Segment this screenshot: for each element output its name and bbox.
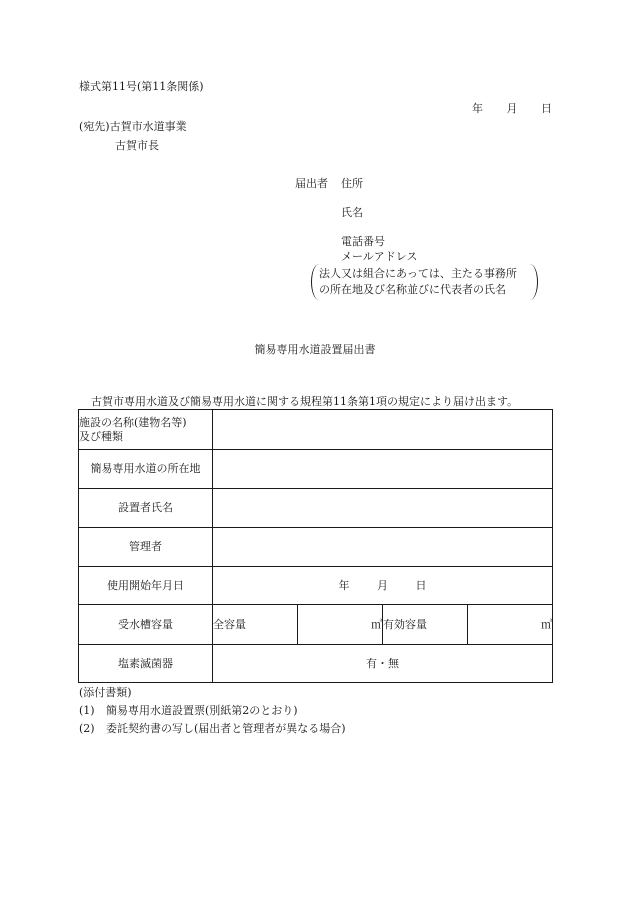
addressee-line2: 古賀市長	[115, 139, 159, 152]
chlorinator-field[interactable]: 有・無	[213, 645, 553, 683]
effective-capacity-unit: ㎥	[541, 617, 552, 631]
total-capacity-label: 全容量	[213, 605, 298, 645]
form-number: 様式第11号(第11条関係)	[79, 80, 204, 93]
corporate-note-bracket	[311, 264, 538, 300]
table-row-facility-name	[79, 410, 553, 450]
corporate-note-line1: 法人又は組合にあっては、主たる事務所	[319, 267, 517, 280]
table-row-manager	[79, 528, 553, 567]
corporate-note-line2: の所在地及び名称並びに代表者の氏名	[319, 283, 506, 296]
table-row-chlorinator	[79, 645, 553, 683]
effective-capacity-field[interactable]	[468, 605, 553, 645]
start-date-month: 月	[377, 578, 388, 592]
attachment-2-text: 委託契約書の写し(届出者と管理者が異なる場合)	[106, 722, 346, 735]
start-date-field[interactable]	[213, 567, 553, 605]
facility-name-field[interactable]	[213, 410, 553, 450]
table-row-tank-capacity	[79, 605, 553, 645]
tank-capacity-label: 受水槽容量	[79, 605, 213, 645]
attachment-1-num: (1)	[79, 704, 95, 717]
location-label: 簡易専用水道の所在地	[79, 450, 213, 489]
start-date-day: 日	[415, 578, 427, 592]
table-row-installer	[79, 489, 553, 528]
date-day: 日	[541, 102, 552, 115]
attachment-2-num: (2)	[79, 722, 95, 735]
notification-form-table	[78, 409, 553, 683]
total-capacity-field[interactable]	[298, 605, 383, 645]
table-row-start-date	[79, 567, 553, 605]
location-field[interactable]	[213, 450, 553, 489]
notifier-email-label: メールアドレス	[341, 250, 418, 263]
chlorinator-label: 塩素滅菌器	[79, 645, 213, 683]
document-title: 簡易専用水道設置届出書	[254, 343, 376, 356]
facility-name-label-line2: 及び種類	[79, 429, 123, 443]
notifier-address-label: 住所	[341, 177, 363, 190]
effective-capacity-label: 有効容量	[383, 605, 468, 645]
notifier-phone-label: 電話番号	[341, 235, 385, 248]
notifier-role-label: 届出者	[295, 177, 328, 190]
facility-name-label-line1: 施設の名称(建物名等)	[79, 415, 187, 429]
installer-name-label: 設置者氏名	[79, 489, 213, 528]
total-capacity-unit: ㎥	[371, 617, 382, 631]
date-month: 月	[506, 102, 518, 115]
installer-name-field[interactable]	[213, 489, 553, 528]
start-date-year: 年	[338, 578, 350, 592]
manager-field[interactable]	[213, 528, 553, 567]
attachments-heading: (添付書類)	[79, 686, 132, 699]
addressee-line1: (宛先)古賀市水道事業	[79, 120, 187, 133]
notifier-name-label: 氏名	[341, 206, 363, 219]
facility-name-label	[79, 410, 213, 450]
manager-label: 管理者	[79, 528, 213, 567]
start-date-label: 使用開始年月日	[79, 567, 213, 605]
attachment-1-text: 簡易専用水道設置票(別紙第2のとおり)	[106, 704, 298, 717]
date-year: 年	[472, 102, 483, 115]
intro-text: 古賀市専用水道及び簡易専用水道に関する規程第11条第1項の規定により届け出ます。	[91, 395, 519, 408]
table-row-location	[79, 450, 553, 489]
submission-date	[472, 100, 552, 116]
